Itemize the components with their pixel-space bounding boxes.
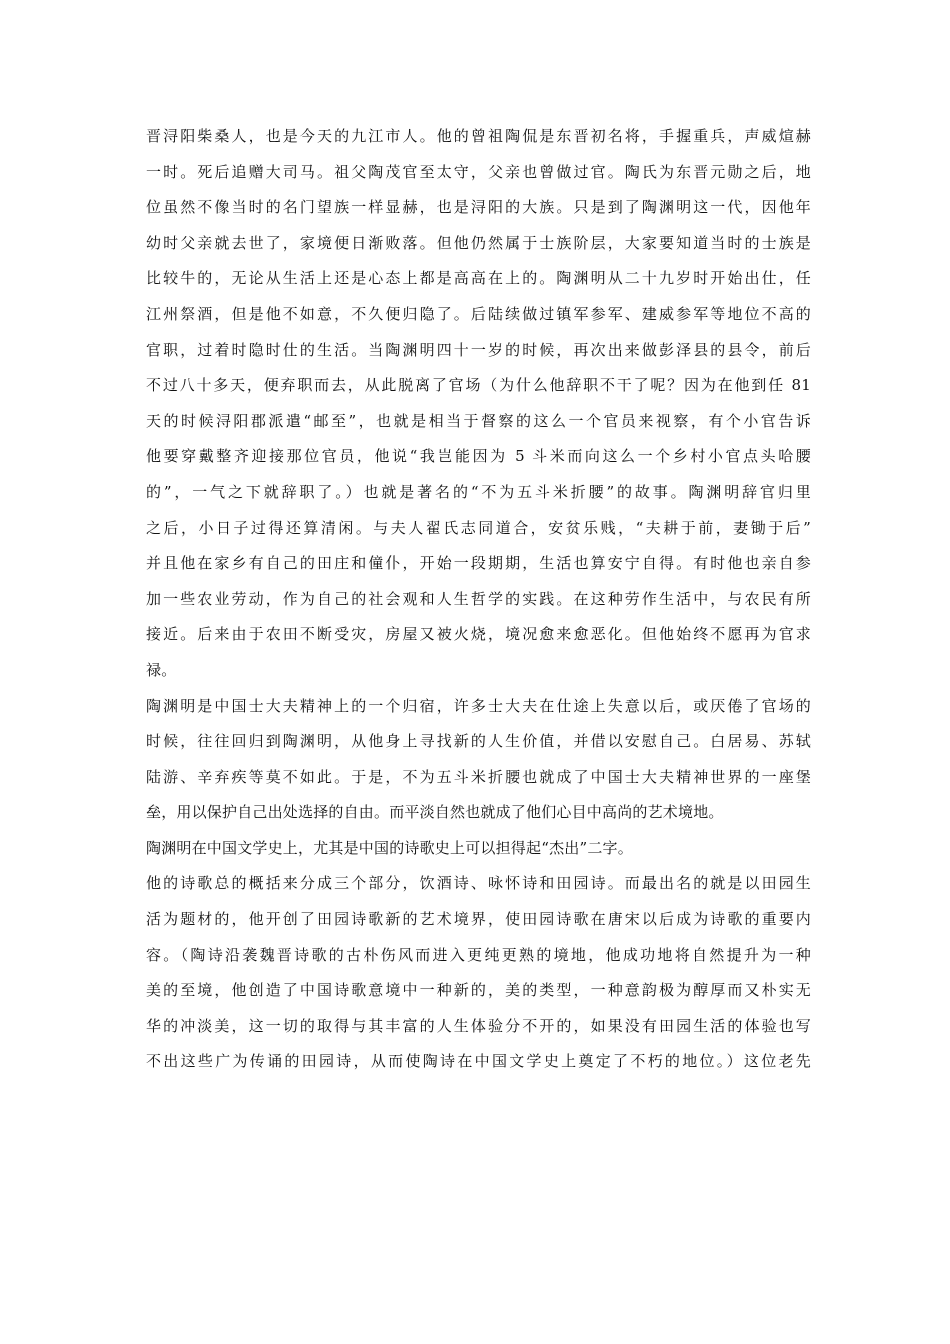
text-line: 的”，一气之下就辞职了。）也就是著名的“不为五斗米折腰”的故事。陶渊明辞官归里	[146, 482, 811, 501]
text-line: 幼时父亲就去世了，家境便日渐败落。但他仍然属于士族阶层，大家要知道当时的士族是	[146, 233, 811, 252]
text-line: 不过八十多天，便弃职而去，从此脱离了官场（为什么他辞职不干了呢？因为在他到任 81	[146, 376, 811, 395]
text-line: 官职，过着时隐时仕的生活。当陶渊明四十一岁的时候，再次出来做彭泽县的县令，前后	[146, 340, 811, 359]
text-line: 江州祭酒，但是他不如意，不久便归隐了。后陆续做过镇军参军、建威参军等地位不高的	[146, 304, 811, 323]
text-line: 他的诗歌总的概括来分成三个部分，饮酒诗、咏怀诗和田园诗。而最出名的就是以田园生	[146, 874, 811, 893]
text-line: 加一些农业劳动，作为自己的社会观和人生哲学的实践。在这种劳作生活中，与农民有所	[146, 589, 811, 608]
text-line: 位虽然不像当时的名门望族一样显赫，也是浔阳的大族。只是到了陶渊明这一代，因他年	[146, 198, 811, 217]
text-line: 陶渊明是中国士大夫精神上的一个归宿，许多士大夫在仕途上失意以后，或厌倦了官场的	[146, 696, 811, 715]
text-line: 美的至境，他创造了中国诗歌意境中一种新的，美的类型，一种意韵极为醇厚而又朴实无	[146, 981, 811, 1000]
text-line: 不出这些广为传诵的田园诗，从而使陶诗在中国文学史上奠定了不朽的地位。）这位老先	[146, 1052, 811, 1071]
text-line: 天的时候浔阳郡派遣“邮至”，也就是相当于督察的这么一个官员来视察，有个小官告诉	[146, 411, 811, 430]
body-text	[146, 119, 811, 1080]
text-line: 华的冲淡美，这一切的取得与其丰富的人生体验分不开的，如果没有田园生活的体验也写	[146, 1016, 811, 1035]
text-line: 比较牛的，无论从生活上还是心态上都是高高在上的。陶渊明从二十九岁时开始出仕，任	[146, 269, 811, 288]
text-line: 之后，小日子过得还算清闲。与夫人翟氏志同道合，安贫乐贱，“夫耕于前，妻锄于后”	[146, 518, 811, 537]
text-line: 垒，用以保护自己出处选择的自由。而平淡自然也就成了他们心目中高尚的艺术境地。	[146, 803, 724, 822]
text-line: 一时。死后追赠大司马。祖父陶茂官至太守，父亲也曾做过官。陶氏为东晋元勋之后，地	[146, 162, 811, 181]
text-line: 禄。	[146, 660, 177, 679]
text-line: 陶渊明在中国文学史上，尤其是中国的诗歌史上可以担得起“杰出”二字。	[146, 838, 633, 857]
text-line: 接近。后来由于农田不断受灾，房屋又被火烧，境况愈来愈恶化。但他始终不愿再为官求	[146, 625, 811, 644]
text-line: 容。（陶诗沿袭魏晋诗歌的古朴伤风而进入更纯更熟的境地，他成功地将自然提升为一种	[146, 945, 811, 964]
text-line: 并且他在家乡有自己的田庄和僮仆，开始一段期期，生活也算安宁自得。有时他也亲自参	[146, 554, 811, 573]
text-line: 时候，往往回归到陶渊明，从他身上寻找新的人生价值，并借以安慰自己。白居易、苏轼	[146, 732, 811, 751]
text-line: 陆游、辛弃疾等莫不如此。于是，不为五斗米折腰也就成了中国士大夫精神世界的一座堡	[146, 767, 811, 786]
text-line: 活为题材的，他开创了田园诗歌新的艺术境界，使田园诗歌在唐宋以后成为诗歌的重要内	[146, 910, 811, 929]
text-line: 晋浔阳柴桑人，也是今天的九江市人。他的曾祖陶侃是东晋初名将，手握重兵，声威煊赫	[146, 127, 811, 145]
text-line: 他要穿戴整齐迎接那位官员，他说“我岂能因为 5 斗米而向这么一个乡村小官点头哈腰	[146, 447, 811, 466]
